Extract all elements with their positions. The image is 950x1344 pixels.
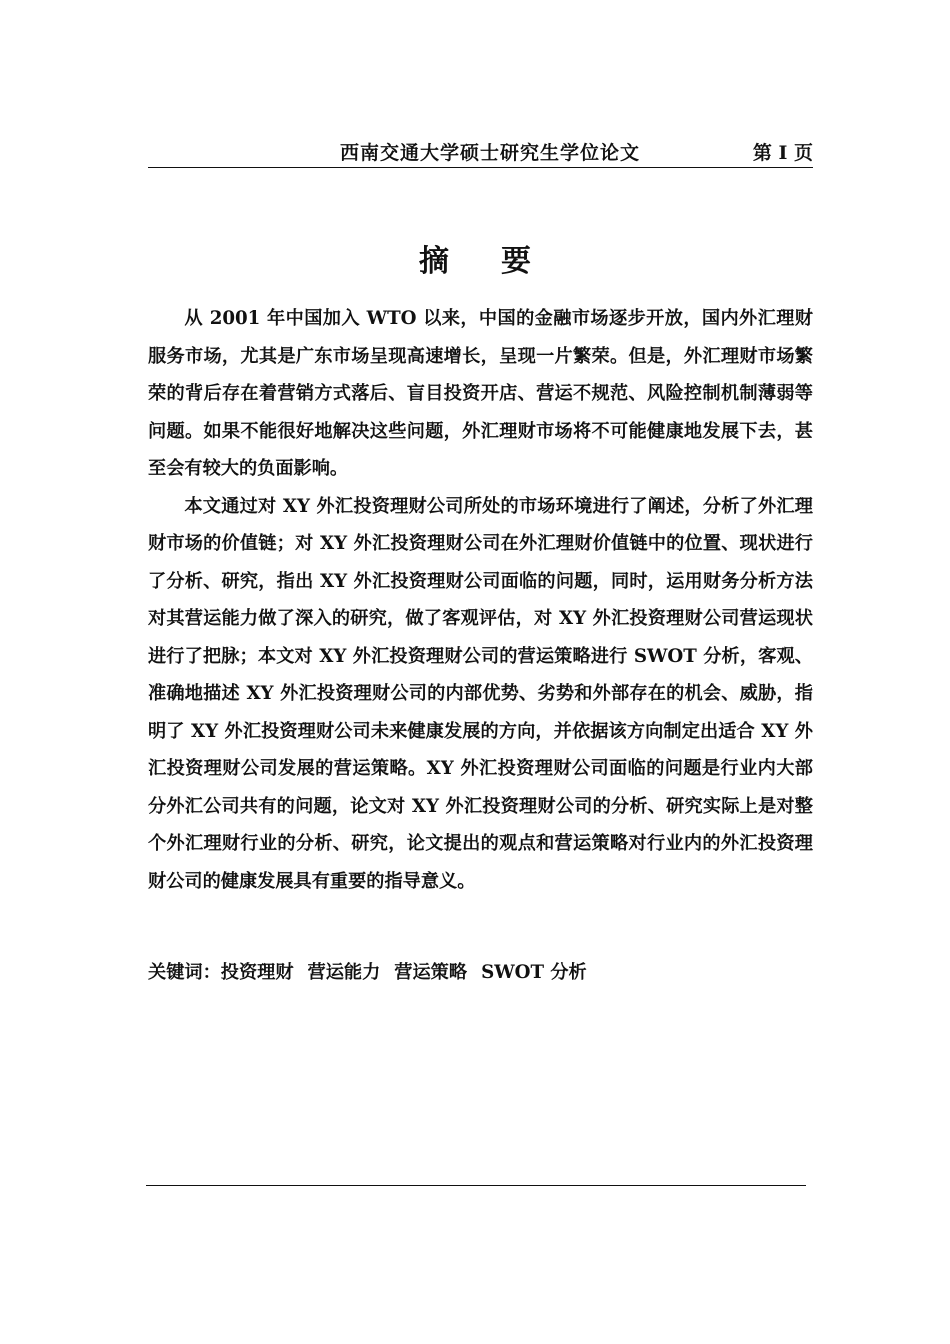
header-divider bbox=[148, 167, 813, 168]
keyword-item: 营运能力 bbox=[307, 962, 381, 983]
abstract-paragraph-1: 从 2001 年中国加入 WTO 以来，中国的金融市场逐步开放，国内外汇理财服务市场，尤其是广东市场呈现高速增长，呈现一片繁荣。但是，外汇理财市场繁荣的背后存在着营销方式落后、盲目投资开店、营运不规范、风险控制机制薄弱等问题。如果不能很好地解决这些问题，外汇理财市场将不可能健康地发展下去，甚至会有较大的负面影响。 bbox=[148, 308, 813, 479]
keyword-item: 营运策略 bbox=[394, 962, 468, 983]
keyword-item: SWOT 分析 bbox=[481, 962, 587, 983]
header-title: 西南交通大学硕士研究生学位论文 bbox=[340, 142, 641, 164]
keyword-item: 投资理财 bbox=[220, 962, 294, 983]
keywords-line bbox=[148, 958, 813, 984]
abstract-body bbox=[148, 300, 813, 900]
keywords-label: 关键词： bbox=[148, 962, 221, 983]
page-header bbox=[148, 138, 813, 166]
abstract-title: 摘要 bbox=[419, 244, 583, 279]
footer-divider bbox=[146, 1185, 806, 1186]
page-number: 第 I 页 bbox=[752, 142, 813, 164]
abstract-paragraph-2: 本文通过对 XY 外汇投资理财公司所处的市场环境进行了阐述，分析了外汇理财市场的价值链；对 XY 外汇投资理财公司在外汇理财价值链中的位置、现状进行了分析、研究，指出 XY 外汇投资理财公司面临的问题，同时，运用财务分析方法对其营运能力做了深入的研究，做了客观评估，对 XY 外汇投资理财公司营运现状进行了把脉；本文对 XY 外汇投资理财公司的营运策略进行 SWOT 分析，客观、准确地描述 XY 外汇投资理财公司的内部优势、劣势和外部存在的机会、威胁，指明了 XY 外汇投资理财公司未来健康发展的方向，并依据该方向制定出适合 XY 外汇投资理财公司发展的营运策略。XY 外汇投资理财公司面临的问题是行业内大部分外汇公司共有的问题，论文对 XY 外汇投资理财公司的分析、研究实际上是对整个外汇理财行业的分析、研究，论文提出的观点和营运策略对行业内的外汇投资理财公司的健康发展具有重要的指导意义。 bbox=[148, 495, 813, 892]
